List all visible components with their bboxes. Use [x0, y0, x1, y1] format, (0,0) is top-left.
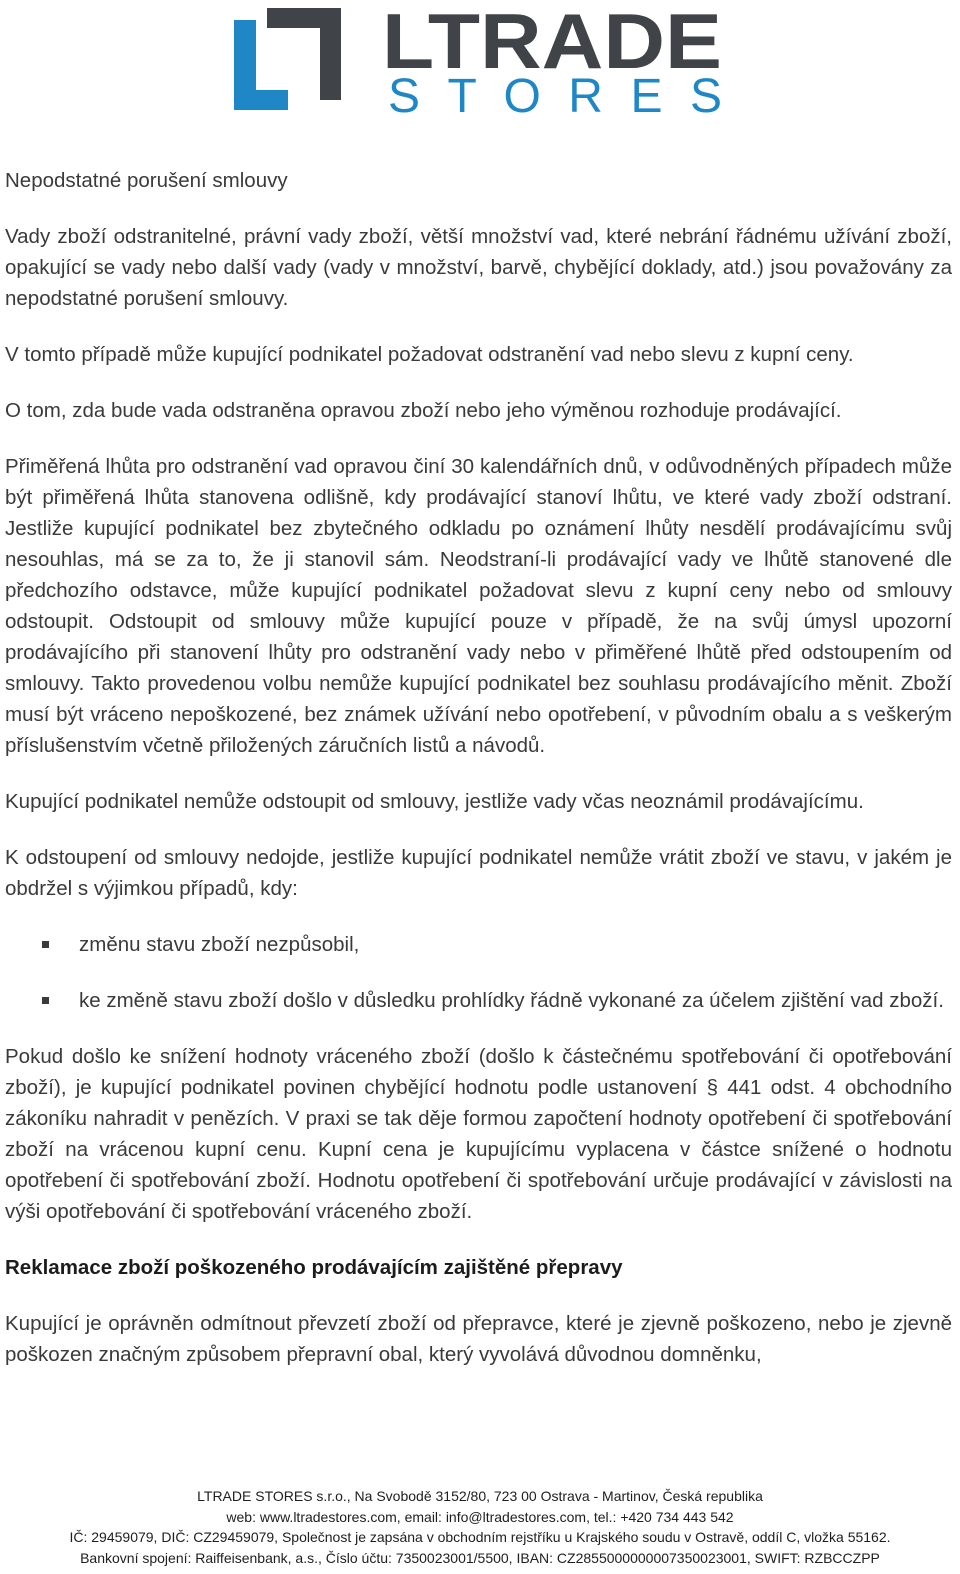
paragraph-seller-decides: O tom, zda bude vada odstraněna opravou zboží nebo jeho výměnou rozhoduje prodávající. [5, 399, 842, 422]
list-item-text: ke změně stavu zboží došlo v důsledku prohlídky řádně vykonané za účelem zjištění vad zboží. [79, 989, 944, 1012]
footer-bank-details: Bankovní spojení: Raiffeisenbank, a.s., Číslo účtu: 7350023001/5500, IBAN: CZ2855000000007350023001, SWIFT: RZBCCZPP [80, 1549, 880, 1566]
ltrade-logo-graphic [234, 6, 726, 116]
list-item [5, 985, 952, 1016]
footer-contact: web: www.ltradestores.com, email: info@ltradestores.com, tel.: +420 734 443 542 [226, 1508, 734, 1525]
exceptions-list [5, 929, 952, 1016]
brand-bottom-text: STORES [388, 70, 722, 116]
brand-top-text: LTRADE [382, 6, 722, 85]
section-heading: Reklamace zboží poškozeného prodávajícím zajištěné přepravy [5, 1256, 623, 1279]
footer-registration: IČ: 29459079, DIČ: CZ29459079, Společnost je zapsána v obchodním rejstříku u Krajského soudu v Ostravě, oddíl C, vložka 55162. [69, 1529, 891, 1545]
paragraph-transport-damage: Kupující je oprávněn odmítnout převzetí zboží od přepravce, které je zjevně poškozeno, nebo je zjevně poškozen značným způsobem přepravní obal, který vyvolává důvodnou domněnku, [5, 1312, 952, 1366]
company-logo [234, 6, 726, 116]
document-title: Nepodstatné porušení smlouvy [5, 169, 288, 192]
footer-company-address: LTRADE STORES s.r.o., Na Svobodě 3152/80, 723 00 Ostrava - Martinov, Česká republika [197, 1488, 763, 1504]
paragraph-no-withdrawal: Kupující podnikatel nemůže odstoupit od smlouvy, jestliže vady včas neoznámil prodávajícímu. [5, 790, 864, 813]
document-body [5, 165, 952, 1395]
paragraph-value-reduction: Pokud došlo ke snížení hodnoty vráceného zboží (došlo k částečnému spotřebování či opotřebování zboží), je kupující podnikatel povinen chybějící hodnotu podle ustanovení § 441 odst. 4 obchodního zákoníku nahradit v penězích. V praxi se tak děje formou započtení hodnoty opotřebení či spotřebování zboží na vrácenou kupní cenu. Kupní cena je kupujícímu vyplacena v částce snížené o hodnotu opotřebení či spotřebování zboží. Hodnotu opotřebení či spotřebování určuje prodávající v závislosti na výši opotřebování či spotřebování vráceného zboží. [5, 1045, 952, 1223]
paragraph-buyer-options: V tomto případě může kupující podnikatel požadovat odstranění vad nebo slevu z kupní ceny. [5, 343, 854, 366]
list-item [5, 929, 952, 960]
bullet-square-icon [42, 941, 49, 948]
paragraph-reasonable-period: Přiměřená lhůta pro odstranění vad opravou činí 30 kalendářních dnů, v odůvodněných případech může být přiměřená lhůta stanovena odlišně, kdy prodávající stanoví lhůtu, ve které vady zboží odstraní. Jestliže kupující podnikatel bez zbytečného odkladu po oznámení lhůty nesdělí prodávajícímu svůj nesouhlas, má se za to, že ji stanovil sám. Neodstraní-li prodávající vady ve lhůtě stanovené dle předchozího odstavce, může kupující podnikatel požadovat slevu z kupní ceny nebo od smlouvy odstoupit. Odstoupit od smlouvy může kupující pouze v případě, že na svůj úmysl upozorní prodávajícího při stanovení lhůty pro odstranění vady nebo v přiměřené lhůtě před odstoupením od smlouvy. Takto provedenou volbu nemůže kupující podnikatel bez souhlasu prodávajícího měnit. Zboží musí být vráceno nepoškozené, bez známek užívání nebo opotřebení, v původním obalu a s veškerým příslušenstvím včetně přiložených záručních listů a návodů. [5, 455, 952, 757]
paragraph-nonmaterial-defects: Vady zboží odstranitelné, právní vady zboží, větší množství vad, které nebrání řádnému užívání zboží, opakující se vady nebo další vady (vady v množství, barvě, chybějící doklady, atd.) jsou považovány za nepodstatné porušení smlouvy. [5, 225, 952, 310]
list-item-text: změnu stavu zboží nezpůsobil, [79, 933, 360, 956]
bullet-square-icon [42, 997, 49, 1004]
page-footer [0, 1486, 960, 1568]
paragraph-withdrawal-exceptions: K odstoupení od smlouvy nedojde, jestliže kupující podnikatel nemůže vrátit zboží ve stavu, v jakém je obdržel s výjimkou případů, kdy: [5, 846, 952, 900]
